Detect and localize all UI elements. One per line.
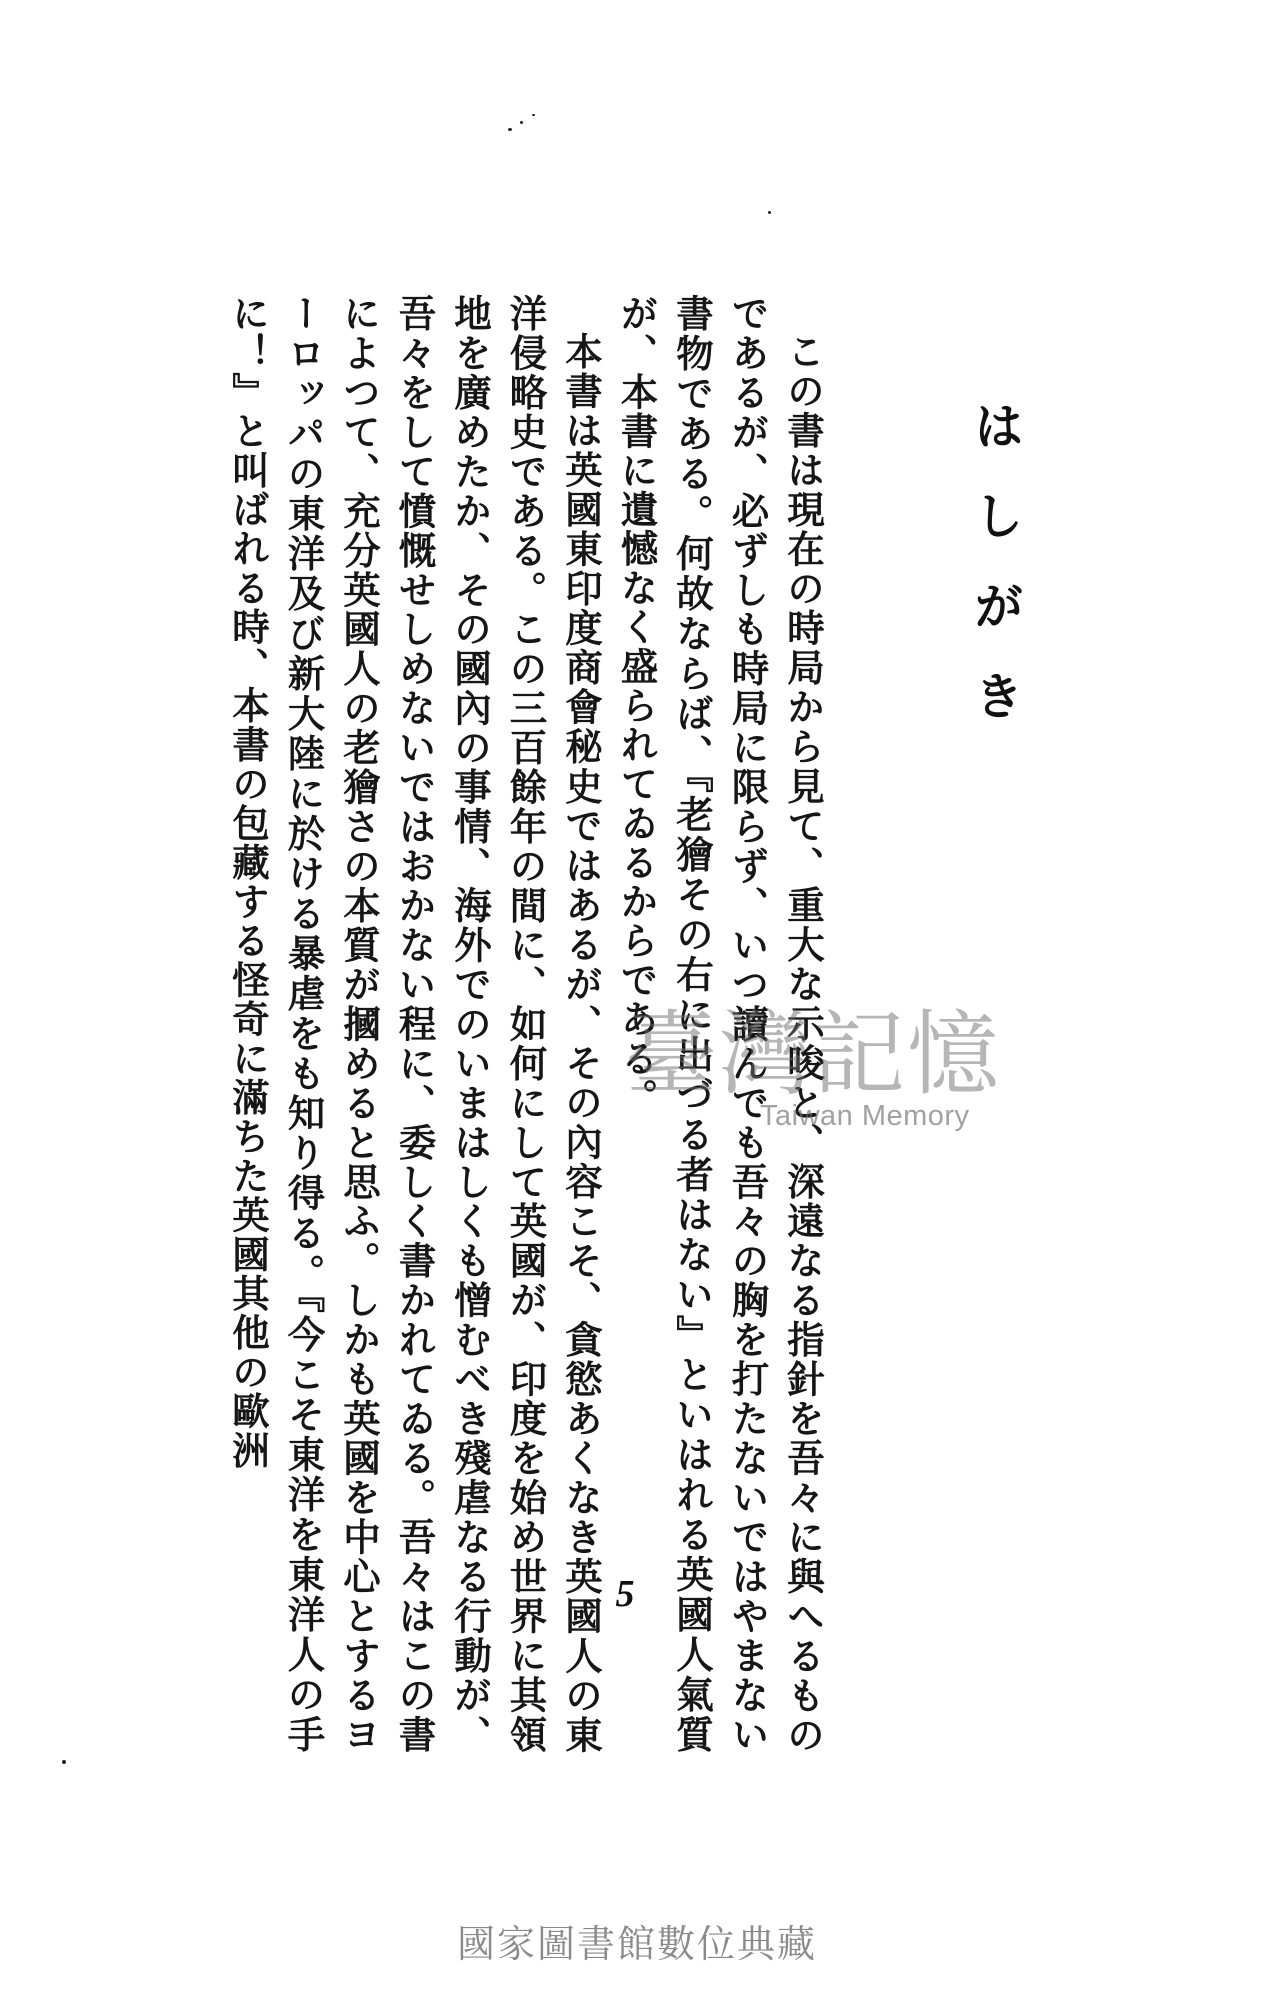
footer-credit: 國家圖書館數位典藏 (456, 1922, 817, 1966)
scan-speck (532, 114, 535, 116)
scan-speck (768, 211, 771, 214)
page-title: はしがき (966, 400, 1024, 760)
page-number: 5 (615, 1573, 635, 1615)
watermark-english-text: Taiwan Memory (760, 1100, 970, 1132)
paragraph: この書は現在の時局から見て、重大な示唆と、深遠なる指針を吾々に與へるものであるが、必ずしも時局に限らず、いつ讀んでも吾々の胸を打たないではやまない書物である。何故ならば、『老獪その右に出づる者はない』といはれる英國人氣質が、本書に遺憾なく盛られてゐるからである。 (614, 294, 825, 1754)
scan-speck (508, 128, 512, 131)
scan-speck (520, 121, 523, 124)
paragraph: 本書は英國東印度商會秘史ではあるが、その內容こそ、貪慾あくなき英國人の東洋侵略史である。この三百餘年の間に、如何にして英國が、印度を始め世界に其領地を廣めたか、その國內の事情、海外でのいまはしくも憎むべき殘虐なる行動が、吾々をして憤慨せしめないではおかない程に、委しく書かれてゐる。吾々はこの書によつて、充分英國人の老獪さの本質が摑めると思ふ。しかも英國を中心とするヨーロッパの東洋及び新大陸に於ける暴虐をも知り得る。『今こそ東洋を東洋人の手に！』と叫ばれる時、本書の包藏する怪奇に滿ちた英國其他の歐洲 (226, 294, 603, 1754)
scan-speck (62, 1760, 66, 1764)
watermark-logo-text: 臺灣記憶 (625, 1001, 1002, 1108)
watermark (625, 1001, 1065, 1145)
